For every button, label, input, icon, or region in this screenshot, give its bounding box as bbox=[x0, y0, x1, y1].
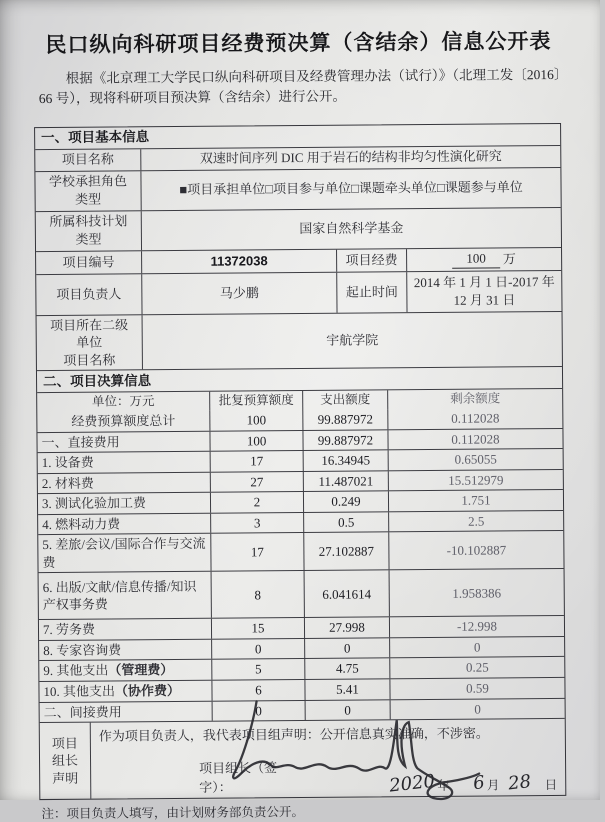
row-plan-type bbox=[36, 206, 561, 250]
budget-value-cell: 15.512979 bbox=[388, 470, 563, 491]
project-no-label: 项目编号 bbox=[36, 251, 141, 274]
budget-row bbox=[39, 677, 564, 702]
unit-value: 宇航学院 bbox=[142, 311, 562, 369]
budget-row-label-bold: （管理费） bbox=[108, 661, 173, 679]
plan-type-value: 国家自然科学基金 bbox=[141, 207, 561, 249]
budget-value-cell: 0 bbox=[305, 700, 390, 720]
section-budget bbox=[37, 366, 562, 392]
declaration-content bbox=[90, 719, 566, 799]
role-options bbox=[140, 167, 560, 209]
budget-value-cell: 16.34945 bbox=[303, 450, 388, 470]
intro-paragraph: 根据《北京理工大学民口纵向科研项目及经费管理办法（试行）》（北理工发〔2016〕66 号），现将科研项目预决算（含结余）进行公开。 bbox=[39, 65, 561, 110]
declaration-label: 项目 组长 声明 bbox=[40, 723, 91, 799]
declaration-statement: 作为项目负责人，我代表项目组声明：公开信息真实准确，不涉密。 bbox=[99, 722, 559, 745]
budget-value-cell: 0.112028 bbox=[387, 408, 562, 429]
budget-value-cell: 0.5 bbox=[303, 512, 388, 532]
budget-row bbox=[37, 408, 562, 432]
budget-value-cell: 0 bbox=[212, 701, 305, 721]
budget-value-cell: 17 bbox=[210, 451, 303, 471]
checkbox-unchecked-icon: □课题参与单位 bbox=[437, 178, 523, 196]
budget-row-label: 2. 材料费 bbox=[38, 472, 210, 493]
budget-value-cell: 0 bbox=[389, 637, 564, 658]
signature-line bbox=[99, 755, 559, 797]
budget-value-cell: 2.5 bbox=[388, 511, 563, 532]
budget-row bbox=[38, 489, 563, 514]
budget-value-cell: 100 bbox=[209, 431, 302, 451]
budget-value-cell: 27.998 bbox=[304, 618, 389, 638]
handwritten-day: 28 bbox=[507, 771, 532, 794]
budget-row bbox=[37, 428, 562, 453]
budget-value-cell: 0.249 bbox=[303, 492, 388, 512]
budget-value-cell: 15 bbox=[211, 618, 304, 638]
budget-value-cell: -12.998 bbox=[389, 616, 564, 637]
form-table bbox=[34, 122, 566, 800]
budget-value-cell: 5.41 bbox=[304, 679, 389, 699]
budget-row-label-bold: （协作费） bbox=[115, 682, 180, 700]
budget-row-label: 7. 劳务费 bbox=[39, 619, 211, 640]
row-project-name bbox=[35, 144, 560, 170]
budget-value-cell: 0.59 bbox=[389, 678, 564, 699]
budget-col-unit: 单位：万元 bbox=[37, 392, 209, 412]
budget-row-label: 9. 其他支出 （管理费） bbox=[39, 660, 211, 681]
project-name-value: 双速时间序列 DIC 用于岩石的结构非均匀性演化研究 bbox=[140, 145, 560, 169]
unit-label: 项目所在二级 单位 项目名称 bbox=[37, 315, 142, 370]
budget-value-cell: 3 bbox=[210, 513, 303, 533]
budget-row-label: 4. 燃料动力费 bbox=[38, 513, 210, 534]
budget-value-cell: 27.102887 bbox=[303, 533, 388, 571]
page-title: 民口纵向科研项目经费预决算（含结余）信息公开表 bbox=[18, 25, 578, 59]
budget-col-approved: 批复预算额度 bbox=[209, 391, 302, 411]
row-role-type bbox=[35, 166, 560, 210]
budget-row-label: 6. 出版/文献/信息传播/知识产权事务费 bbox=[39, 572, 211, 619]
checkbox-unchecked-icon: □课题牵头单位 bbox=[351, 179, 437, 197]
budget-col-remaining: 剩余额度 bbox=[387, 389, 562, 409]
budget-row-label: 经费预算额度总计 bbox=[37, 411, 209, 432]
sign-space bbox=[291, 794, 389, 795]
budget-value-cell: 1.751 bbox=[388, 490, 563, 511]
project-no-value: 11372038 bbox=[141, 249, 336, 273]
budget-value-cell: 17 bbox=[210, 533, 303, 571]
budget-row bbox=[38, 469, 563, 494]
budget-row bbox=[39, 615, 564, 640]
budget-row-label: 5. 差旅/会议/国际合作与交流费 bbox=[38, 534, 210, 572]
budget-row bbox=[39, 568, 564, 619]
budget-row bbox=[39, 636, 564, 661]
budget-row-label: 二、间接费用 bbox=[40, 701, 212, 722]
role-type-label: 学校承担角色 类型 bbox=[35, 171, 140, 211]
section-basic-info-title: 一、项目基本信息 bbox=[35, 123, 560, 148]
budget-value-cell: 0.25 bbox=[389, 657, 564, 678]
budget-table-body bbox=[37, 408, 564, 722]
day-suffix: 日 bbox=[545, 775, 558, 793]
row-declaration bbox=[40, 718, 566, 799]
budget-row-label: 一、直接费用 bbox=[37, 431, 209, 452]
budget-row bbox=[38, 510, 563, 535]
handwritten-month: 6 bbox=[472, 772, 486, 794]
row-project-no bbox=[36, 246, 561, 273]
checkbox-checked-icon: ■项目承担单位 bbox=[179, 180, 265, 198]
funds-amount: 100 bbox=[452, 250, 500, 269]
month-suffix: 月 bbox=[487, 776, 500, 794]
budget-row bbox=[40, 698, 565, 723]
budget-value-cell: 0 bbox=[390, 699, 565, 720]
pi-label: 项目负责人 bbox=[36, 274, 141, 315]
budget-value-cell: 8 bbox=[211, 571, 304, 618]
sign-label: 项目组长（签字）： bbox=[199, 757, 291, 796]
plan-type-label: 所属科技计划 类型 bbox=[36, 211, 141, 251]
section-budget-title: 二、项目决算信息 bbox=[37, 367, 562, 392]
budget-row-label: 10. 其他支出 （协作费） bbox=[39, 681, 211, 702]
funds-unit: 万 bbox=[503, 250, 516, 268]
funds-value-cell bbox=[406, 247, 561, 270]
budget-value-cell: 5 bbox=[211, 659, 304, 679]
budget-col-spent: 支出额度 bbox=[302, 390, 387, 410]
budget-value-cell: 6.041614 bbox=[304, 571, 389, 618]
budget-value-cell: 11.487021 bbox=[303, 471, 388, 491]
row-pi bbox=[36, 269, 561, 314]
pi-name: 马少鹏 bbox=[141, 272, 336, 314]
budget-value-cell: 100 bbox=[209, 410, 302, 430]
handwritten-year: 2020 bbox=[388, 771, 436, 797]
budget-value-cell: 0.112028 bbox=[387, 429, 562, 450]
footnote-text: 注：项目负责人填写，由计划财务部负责公开。 bbox=[41, 800, 604, 822]
budget-value-cell: 27 bbox=[210, 472, 303, 492]
budget-row bbox=[38, 530, 563, 572]
budget-value-cell: 99.887972 bbox=[302, 430, 387, 450]
year-suffix: 年 bbox=[437, 776, 450, 794]
project-name-label: 项目名称 bbox=[35, 149, 140, 171]
duration-value: 2014 年 1 月 1 日-2017 年 12 月 31 日 bbox=[406, 270, 561, 311]
budget-value-cell: -10.102887 bbox=[388, 531, 563, 569]
budget-value-cell: 4.75 bbox=[304, 659, 389, 679]
section-basic-info bbox=[35, 123, 560, 148]
budget-value-cell: 6 bbox=[211, 680, 304, 700]
budget-value-cell: 1.958386 bbox=[389, 569, 564, 616]
budget-row bbox=[38, 448, 563, 473]
budget-row-label: 1. 设备费 bbox=[38, 452, 210, 473]
funds-label: 项目经费 bbox=[336, 249, 406, 272]
budget-value-cell: 0 bbox=[304, 638, 389, 658]
budget-row-label: 8. 专家咨询费 bbox=[39, 640, 211, 661]
budget-value-cell: 0 bbox=[211, 639, 304, 659]
checkbox-unchecked-icon: □项目参与单位 bbox=[265, 180, 351, 198]
budget-value-cell: 99.887972 bbox=[302, 409, 387, 429]
budget-row-label: 3. 测试化验加工费 bbox=[38, 493, 210, 514]
budget-value-cell: 0.65055 bbox=[388, 449, 563, 470]
budget-value-cell: 2 bbox=[210, 492, 303, 512]
row-unit bbox=[37, 310, 562, 370]
duration-label: 起止时间 bbox=[336, 272, 406, 313]
budget-row bbox=[39, 656, 564, 681]
